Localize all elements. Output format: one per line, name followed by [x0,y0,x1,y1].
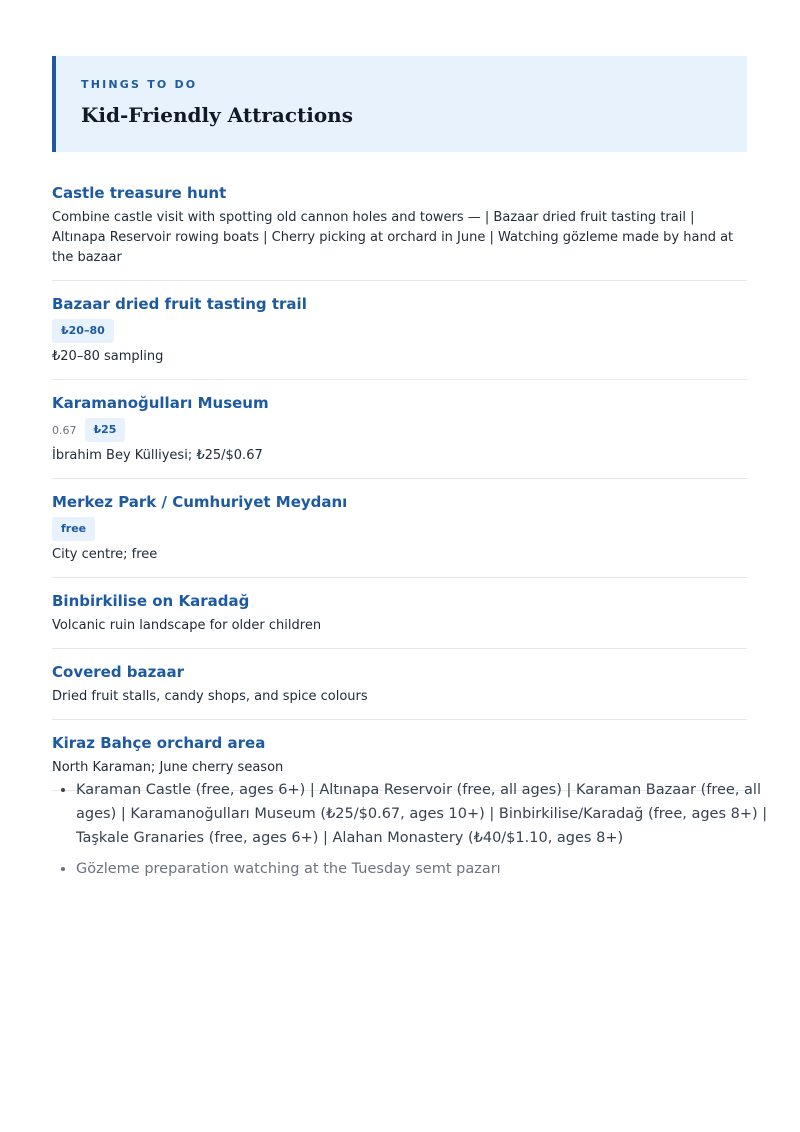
attraction-description: City centre; free [52,547,158,562]
price-tag: free [52,517,95,541]
attraction-title: Karamanoğulları Museum [52,394,269,412]
summary-bullet-list [52,778,776,888]
attraction-description: ₺20–80 sampling [52,349,164,364]
attraction-item [52,588,747,649]
attraction-title: Merkez Park / Cumhuriyet Meydanı [52,493,348,511]
summary-bullet: • Karaman Castle (free, ages 6+) | Altınapa Reservoir (free, all ages) | Karaman Bazaar (free, all ages) | Karamanoğulları Museum (₺25/$0.67, ages 10+) | Binbirkilise/Karadağ (free, ages 8+) | Taşkale Granaries (free, ages 6+) | Alahan Monastery (₺40/$1.10, ages 8+) [76,778,776,850]
price-tag: ₺20–80 [52,319,114,343]
attraction-description: İbrahim Bey Külliyesi; ₺25/$0.67 [52,448,263,463]
tag-row [52,319,747,343]
price-tag: ₺25 [85,418,126,442]
page-title: Kid-Friendly Attractions [81,103,353,127]
attraction-item [52,489,747,578]
attraction-description: Combine castle visit with spotting old cannon holes and towers — | Bazaar dried fruit tasting trail | Altınapa Reservoir rowing boats | Cherry picking at orchard in June | Watching gözleme made by hand at the bazaar [52,210,734,265]
attraction-item [52,291,747,380]
summary-bullet: • Gözleme preparation watching at the Tuesday semt pazarı [76,857,776,881]
section-eyebrow: THINGS TO DO [81,78,198,91]
attraction-item [52,659,747,720]
attraction-list [52,180,747,801]
attraction-title: Kiraz Bahçe orchard area [52,734,266,752]
attraction-item [52,390,747,479]
attraction-description: Volcanic ruin landscape for older children [52,618,322,633]
attraction-title: Bazaar dried fruit tasting trail [52,295,307,313]
attraction-title: Castle treasure hunt [52,184,227,202]
tag-row [52,517,747,541]
attraction-description: North Karaman; June cherry season [52,760,284,775]
tag-row [52,418,747,442]
usd-price-text: 0.67 [52,423,77,437]
section-header [52,56,747,152]
attraction-item [52,180,747,281]
attraction-description: Dried fruit stalls, candy shops, and spice colours [52,689,368,704]
attraction-title: Covered bazaar [52,663,185,681]
attraction-title: Binbirkilise on Karadağ [52,592,250,610]
